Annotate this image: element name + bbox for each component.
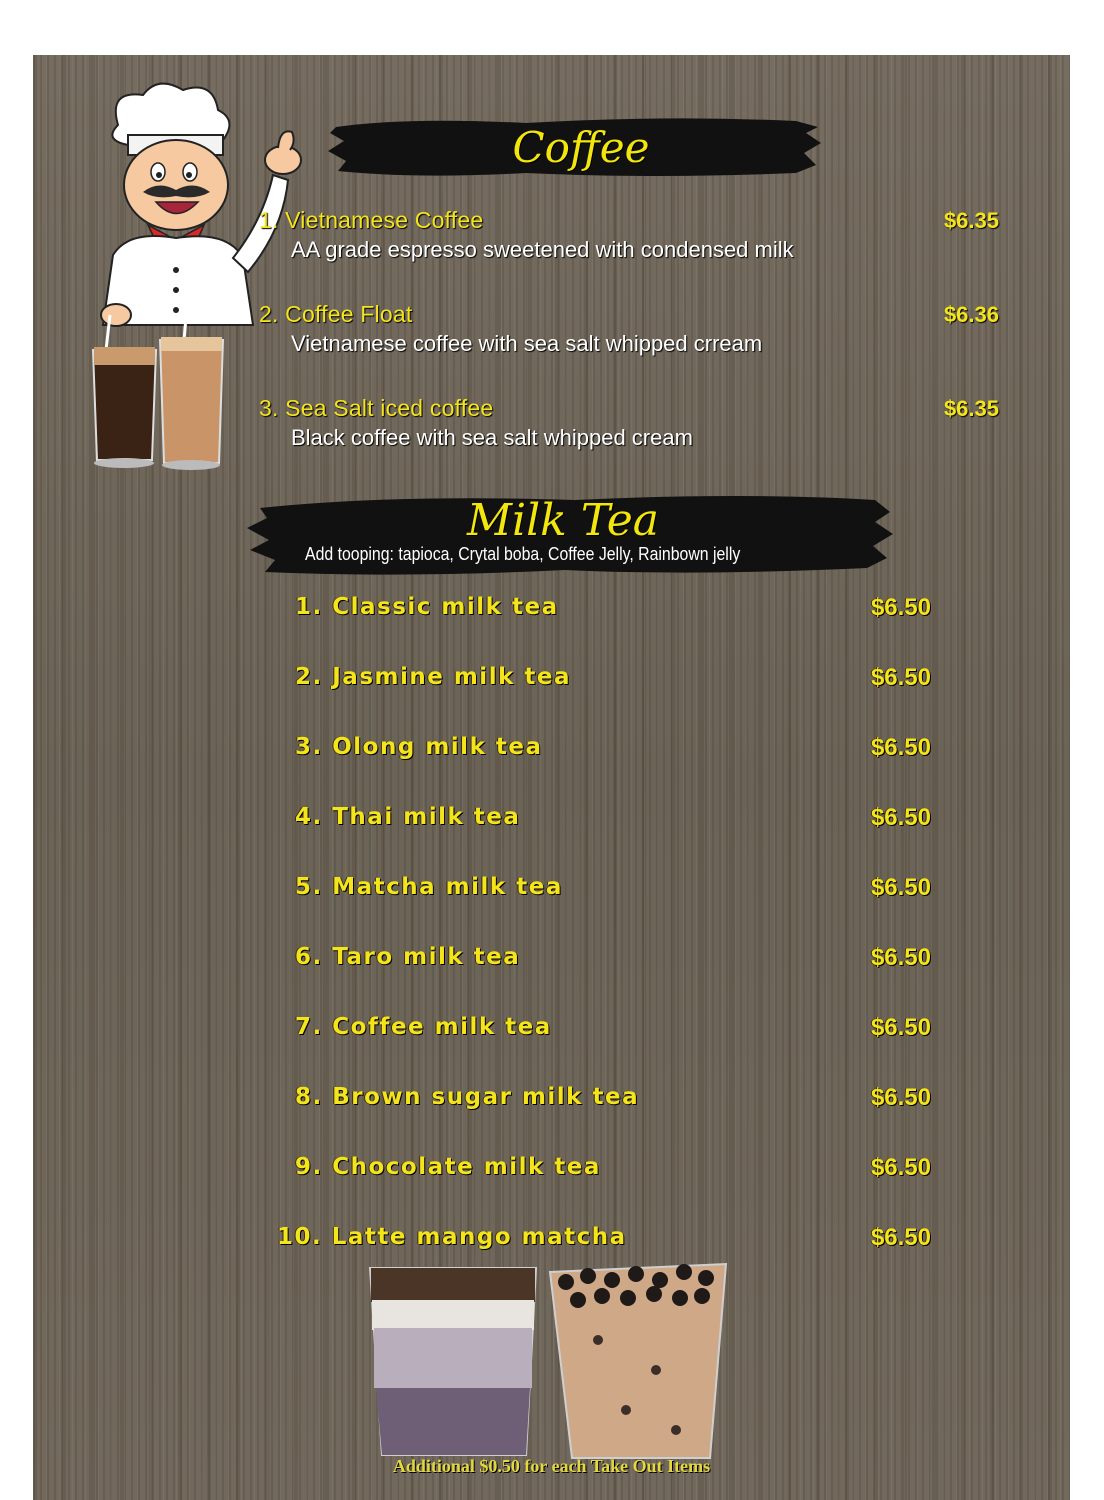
coffee-item-1 — [259, 207, 999, 263]
coffee-item-desc: Vietnamese coffee with sea salt whipped crream — [291, 331, 763, 356]
milk-tea-item-name: 4. Thai milk tea — [295, 804, 521, 830]
iced-coffee-glasses-icon — [88, 295, 228, 470]
milk-tea-item-name: 1. Classic milk tea — [295, 594, 559, 620]
milk-tea-item-price: $6.50 — [870, 804, 931, 831]
milk-tea-item-name: 2. Jasmine milk tea — [295, 664, 571, 690]
coffee-section-title: Coffee — [512, 123, 650, 172]
milk-tea-item-name: 3. Olong milk tea — [295, 734, 543, 760]
milk-tea-item-price: $6.50 — [870, 1154, 931, 1181]
milk-tea-item-price: $6.50 — [870, 944, 931, 971]
milk-tea-item-7 — [295, 1014, 931, 1042]
milk-tea-item-2 — [295, 664, 931, 692]
milk-tea-section-title: Milk Tea — [466, 495, 660, 546]
menu-board — [33, 55, 1070, 1500]
coffee-item-name: 2. Coffee Float — [259, 301, 413, 327]
milk-tea-item-price: $6.50 — [870, 734, 931, 761]
milk-tea-item-price: $6.50 — [870, 594, 931, 621]
milk-tea-item-price: $6.50 — [870, 664, 931, 691]
coffee-item-name: 3. Sea Salt iced coffee — [259, 395, 494, 421]
milk-tea-item-price: $6.50 — [870, 874, 931, 901]
milk-tea-item-name: 8. Brown sugar milk tea — [295, 1084, 640, 1110]
milk-tea-item-4 — [295, 804, 931, 832]
coffee-item-desc: Black coffee with sea salt whipped cream — [291, 425, 693, 450]
milk-tea-item-name: 6. Taro milk tea — [295, 944, 521, 970]
milk-tea-item-name: 10. Latte mango matcha — [277, 1224, 627, 1250]
milk-tea-item-10 — [277, 1224, 931, 1252]
takeout-note: Additional $0.50 for each Take Out Items — [392, 1456, 711, 1476]
coffee-item-price: $6.35 — [943, 208, 999, 233]
topping-note: Add tooping: tapioca, Crytal boba, Coffee Jelly, Rainbown jelly — [305, 544, 741, 564]
milk-tea-item-5 — [295, 874, 931, 902]
milk-tea-item-9 — [295, 1154, 931, 1182]
milk-tea-item-1 — [295, 594, 931, 622]
milk-tea-item-name: 7. Coffee milk tea — [295, 1014, 552, 1040]
milk-tea-item-price: $6.50 — [870, 1014, 931, 1041]
milk-tea-item-name: 5. Matcha milk tea — [295, 874, 563, 900]
coffee-item-desc: AA grade espresso sweetened with condensed milk — [291, 237, 794, 262]
boba-cups-icon — [366, 1260, 731, 1460]
coffee-item-price: $6.36 — [943, 302, 999, 327]
coffee-item-3 — [259, 395, 999, 451]
milk-tea-item-name: 9. Chocolate milk tea — [295, 1154, 601, 1180]
milk-tea-item-3 — [295, 734, 931, 762]
coffee-item-2 — [259, 301, 999, 357]
milk-tea-item-price: $6.50 — [870, 1224, 931, 1251]
milk-tea-item-price: $6.50 — [870, 1084, 931, 1111]
chef-mascot-icon — [88, 80, 313, 330]
coffee-item-price: $6.35 — [943, 396, 999, 421]
milk-tea-item-8 — [295, 1084, 931, 1112]
coffee-item-name: 1. Vietnamese Coffee — [259, 207, 484, 233]
milk-tea-item-6 — [295, 944, 931, 972]
